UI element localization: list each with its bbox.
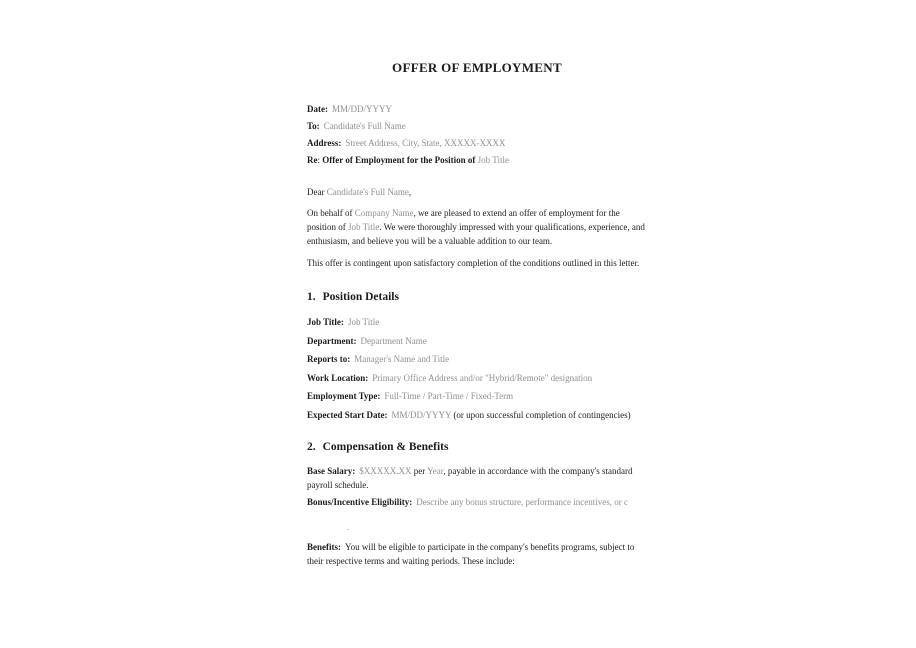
address-label: Address:: [307, 138, 342, 148]
company-name-placeholder[interactable]: Company Name: [354, 208, 414, 218]
date-label: Date:: [307, 104, 328, 114]
salutation-comma: ,: [408, 187, 412, 197]
base-salary-field: [307, 464, 647, 492]
clipped-placeholder-period: .: [347, 521, 350, 532]
section-heading-compensation: [307, 439, 647, 455]
reports-to-placeholder[interactable]: Manager's Name and Title: [354, 354, 450, 364]
salutation: [307, 185, 647, 199]
benefits-field: [307, 540, 647, 568]
job-title-field: [307, 315, 647, 329]
recipient-name-placeholder[interactable]: Candidate's Full Name: [323, 121, 406, 131]
section2-heading-text: Compensation & Benefits: [322, 440, 449, 453]
salutation-name-placeholder[interactable]: Candidate's Full Name: [326, 187, 409, 197]
benefits-text: You will be eligible to participate in the company's benefits programs, subject to their respective terms and waiting periods. These include:: [307, 541, 635, 566]
department-label: Department:: [307, 335, 357, 346]
re-label: Re: [307, 155, 318, 165]
start-date-suffix: (or upon successful completion of contingencies): [451, 409, 631, 420]
re-job-title-placeholder[interactable]: Job Title: [477, 155, 509, 165]
job-title-placeholder[interactable]: Job Title: [347, 317, 380, 327]
intro-text-1: On behalf of: [307, 208, 355, 218]
salary-amount-placeholder[interactable]: $XXXXX.XX: [359, 465, 412, 476]
section-heading-position-details: [307, 289, 647, 305]
salary-period-placeholder[interactable]: Year: [427, 465, 444, 476]
contingency-paragraph: This offer is contingent upon satisfactory completion of the conditions outlined in this letter.: [307, 258, 640, 268]
start-date-label: Expected Start Date:: [307, 409, 388, 420]
address-placeholder[interactable]: Street Address, City, State, XXXXX-XXXX: [345, 138, 506, 148]
document-title: OFFER OF EMPLOYMENT: [392, 60, 562, 75]
department-placeholder[interactable]: Department Name: [360, 335, 427, 346]
intro-paragraph: [307, 206, 647, 248]
intro-text-3: . We were thoroughly impressed with your qualifications, experience, and enthusiasm, and believe you will be a valuable addition to our team.: [307, 222, 645, 246]
work-location-placeholder[interactable]: Primary Office Address and/or "Hybrid/Remote" designation: [372, 372, 593, 383]
job-title-label: Job Title:: [307, 317, 344, 327]
to-field: [307, 119, 647, 133]
re-field: [307, 153, 647, 167]
reports-to-field: [307, 352, 647, 366]
section2-number: 2.: [307, 440, 316, 453]
work-location-field: [307, 371, 647, 385]
salutation-prefix: Dear: [307, 187, 327, 197]
section1-heading-text: Position Details: [322, 291, 399, 303]
to-label: To:: [307, 121, 320, 131]
base-salary-label: Base Salary:: [307, 465, 356, 476]
intro-text-2: , we are pleased to extend an offer of employment for the position of: [307, 208, 620, 232]
benefits-label: Benefits:: [307, 541, 341, 552]
section1-number: 1.: [307, 291, 316, 303]
employment-type-field: [307, 389, 647, 403]
offer-letter-document: [307, 60, 647, 576]
start-date-placeholder[interactable]: MM/DD/YYYY: [391, 409, 452, 420]
date-field: [307, 102, 647, 116]
address-field: [307, 136, 647, 150]
salary-rest-text: , payable in accordance with the company's standard payroll schedule.: [307, 465, 633, 490]
bonus-placeholder[interactable]: Describe any bonus structure, performance incentives, or c: [416, 496, 628, 507]
department-field: [307, 334, 647, 348]
reports-to-label: Reports to:: [307, 354, 351, 364]
intro-job-title-placeholder[interactable]: Job Title: [348, 222, 380, 232]
bonus-field: [307, 495, 647, 509]
employment-type-placeholder[interactable]: Full-Time / Part-Time / Fixed-Term: [384, 391, 514, 401]
re-subject: Offer of Employment for the Position of: [322, 155, 478, 165]
salary-mid-text: per: [411, 465, 428, 476]
work-location-label: Work Location:: [307, 372, 369, 383]
re-colon: :: [317, 155, 323, 165]
start-date-field: [307, 408, 647, 422]
employment-type-label: Employment Type:: [307, 391, 381, 401]
date-placeholder[interactable]: MM/DD/YYYY: [332, 104, 393, 114]
bonus-label: Bonus/Incentive Eligibility:: [307, 496, 413, 507]
